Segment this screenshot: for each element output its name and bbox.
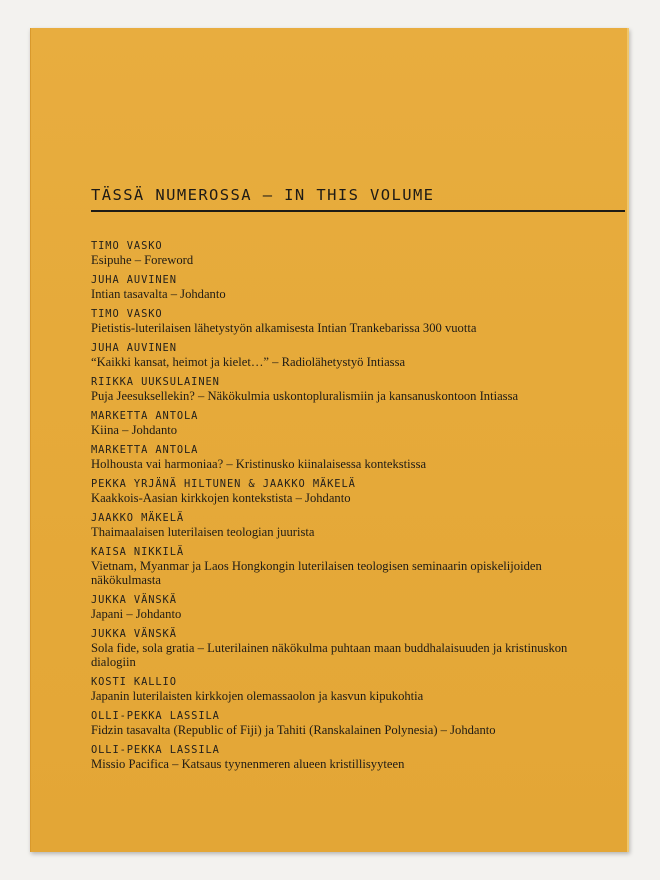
entry-title: Vietnam, Myanmar ja Laos Hongkongin luterilaisen teologisen seminaarin opiskelijoiden näkökulmasta xyxy=(91,559,542,587)
entry-author: MARKETTA ANTOLA xyxy=(91,410,199,422)
list-item xyxy=(91,410,611,437)
entry-author: TIMO VASKO xyxy=(91,308,163,320)
list-item xyxy=(91,376,611,403)
list-item xyxy=(91,444,611,471)
list-item xyxy=(91,478,611,505)
entry-title: Sola fide, sola gratia – Luterilainen näkökulma puhtaan maan buddhalaisuuden ja kristinuskon dialogiin xyxy=(91,641,568,669)
entry-author: JUHA AUVINEN xyxy=(91,342,177,354)
list-item xyxy=(91,240,611,267)
list-item xyxy=(91,628,611,669)
entry-author: KAISA NIKKILÄ xyxy=(91,546,185,558)
entry-author: RIIKKA UUKSULAINEN xyxy=(91,376,220,388)
list-item xyxy=(91,546,611,587)
heading-rule xyxy=(91,210,625,212)
entry-title: Intian tasavalta – Johdanto xyxy=(91,287,226,301)
entry-title: Puja Jeesuksellekin? – Näkökulmia uskontopluralismiin ja kansanuskontoon Intiassa xyxy=(91,389,519,403)
entry-title: Pietistis-luterilaisen lähetystyön alkamisesta Intian Trankebarissa 300 vuotta xyxy=(91,321,477,335)
entry-author: PEKKA YRJÄNÄ HILTUNEN & JAAKKO MÄKELÄ xyxy=(91,478,356,490)
entry-title: Japani – Johdanto xyxy=(91,607,182,621)
list-item xyxy=(91,744,611,771)
entry-author: JUKKA VÄNSKÄ xyxy=(91,594,177,606)
list-item xyxy=(91,274,611,301)
entry-title: Esipuhe – Foreword xyxy=(91,253,194,267)
list-item xyxy=(91,512,611,539)
entry-title: Kiina – Johdanto xyxy=(91,423,178,437)
entry-title: Thaimaalaisen luterilaisen teologian juurista xyxy=(91,525,315,539)
entry-author: JAAKKO MÄKELÄ xyxy=(91,512,185,524)
list-item xyxy=(91,342,611,369)
entry-author: TIMO VASKO xyxy=(91,240,163,252)
entry-author: KOSTI KALLIO xyxy=(91,676,177,688)
list-item xyxy=(91,710,611,737)
entry-title: Missio Pacifica – Katsaus tyynenmeren alueen kristillisyyteen xyxy=(91,757,405,771)
entry-author: JUKKA VÄNSKÄ xyxy=(91,628,177,640)
entry-author: JUHA AUVINEN xyxy=(91,274,177,286)
entry-title: Fidzin tasavalta (Republic of Fiji) ja Tahiti (Ranskalainen Polynesia) – Johdanto xyxy=(91,723,496,737)
list-item xyxy=(91,594,611,621)
entry-author: OLLI-PEKKA LASSILA xyxy=(91,744,220,756)
entry-author: MARKETTA ANTOLA xyxy=(91,444,199,456)
entry-title: Japanin luterilaisten kirkkojen olemassaolon ja kasvun kipukohtia xyxy=(91,689,424,703)
list-item xyxy=(91,676,611,703)
entry-title: “Kaikki kansat, heimot ja kielet…” – Radiolähetystyö Intiassa xyxy=(91,355,406,369)
contents-heading: TÄSSÄ NUMEROSSA – IN THIS VOLUME xyxy=(91,186,435,204)
entry-title: Kaakkois-Aasian kirkkojen kontekstista – Johdanto xyxy=(91,491,351,505)
cover-edge xyxy=(627,28,629,852)
entry-title: Holhousta vai harmoniaa? – Kristinusko kiinalaisessa kontekstissa xyxy=(91,457,427,471)
list-item xyxy=(91,308,611,335)
table-of-contents xyxy=(91,240,611,778)
entry-author: OLLI-PEKKA LASSILA xyxy=(91,710,220,722)
